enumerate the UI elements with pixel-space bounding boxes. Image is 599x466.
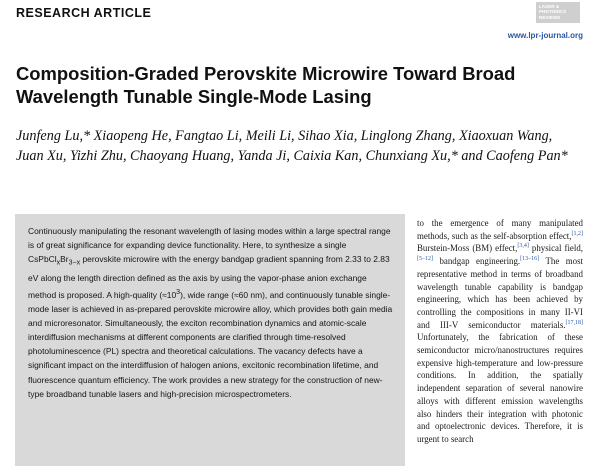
body-text: to the emergence of many manipulated methods, such as the self-absorption effect, [417, 218, 583, 241]
section-label: RESEARCH ARTICLE [16, 6, 152, 20]
abstract-subscript: 3−x [68, 260, 81, 268]
abstract-segment: ), wide range (≈60 nm), and continuously tunable single-mode laser is achieved in as-prepared perovskite microwire alloy, which provides both gain media and microresonator. Simultaneously, the exciton recombination dynamics and atomic-scale interdiffusion mechanisms at different components are clarified through time-resolved photoluminescence (PL) spectra and theoretical calculations. The vacancy defects have a significant impact on the interdiffusion of halogen anions, excitonic recombination lifetime, and fluorescence quantum efficiency. The work provides a new strategy for the construction of new-type broadband tunable lasers and high-precision microspectrometers. [28, 289, 393, 399]
body-text-column [417, 217, 583, 446]
abstract-text [28, 224, 395, 401]
citation-link[interactable]: [3,4] [517, 243, 529, 250]
journal-logo-line: PHOTONICS [539, 9, 567, 15]
body-text: The most representative method in terms of broadband wavelength tunable capability is bandgap engineering, which has been achieved by controlling the compositions in many II-VI and III-V semiconductor materials. [417, 256, 583, 330]
body-text: Burstein-Moss (BM) effect, [417, 243, 518, 254]
body-text: physical field, [528, 243, 583, 254]
author-list: Junfeng Lu,* Xiaopeng He, Fangtao Li, Meili Li, Sihao Xia, Linglong Zhang, Xiaoxuan Wang, Juan Xu, Yizhi Zhu, Chaoyang Huang, Yanda Ji, Caixia Kan, Chunxiang Xu,* and Caofeng Pan* [16, 128, 568, 164]
article-title: Composition-Graded Perovskite Microwire Toward Broad Wavelength Tunable Single-Mode Lasing [16, 63, 516, 107]
journal-logo-line: LASER & [539, 4, 560, 9]
journal-url-link[interactable]: www.lpr-journal.org [507, 31, 583, 40]
journal-header [16, 6, 584, 28]
abstract-segment: Continuously manipulating the resonant wavelength of lasing modes within a large spectral range is of great significance for expanding device functionality. Here, to synthesize a single CsPbCl [28, 226, 391, 265]
abstract-segment: Br [60, 254, 69, 265]
citation-link[interactable]: [1,2] [571, 230, 583, 237]
abstract-box [15, 214, 405, 466]
citation-link[interactable]: [5–12] [417, 256, 433, 263]
citation-link[interactable]: [17,18] [565, 319, 583, 326]
body-text: bandgap engineering. [433, 256, 521, 267]
body-text: Unfortunately, the fabrication of these semiconductor micro/nanostructures requires expensive high-temperature and low-pressure conditions. In addition, the spatially independent separation of several nanowire alloys with different emission wavelengths also hinders their integration with photonic and optoelectronic devices. Therefore, it is urgent to search [417, 332, 583, 444]
citation-link[interactable]: [13–16] [520, 256, 540, 263]
journal-logo-line: REVIEWS [539, 14, 561, 20]
abstract-subscript: x [56, 260, 61, 268]
abstract-segment: perovskite microwire with the energy bandgap gradient spanning from 2.33 to 2.83 eV along the length direction defined as the axis by using the vapor-phase anion exchange method is proposed. A high-quality (≈10 [28, 254, 390, 300]
abstract-superscript: 3 [176, 288, 181, 296]
journal-logo [536, 2, 580, 23]
